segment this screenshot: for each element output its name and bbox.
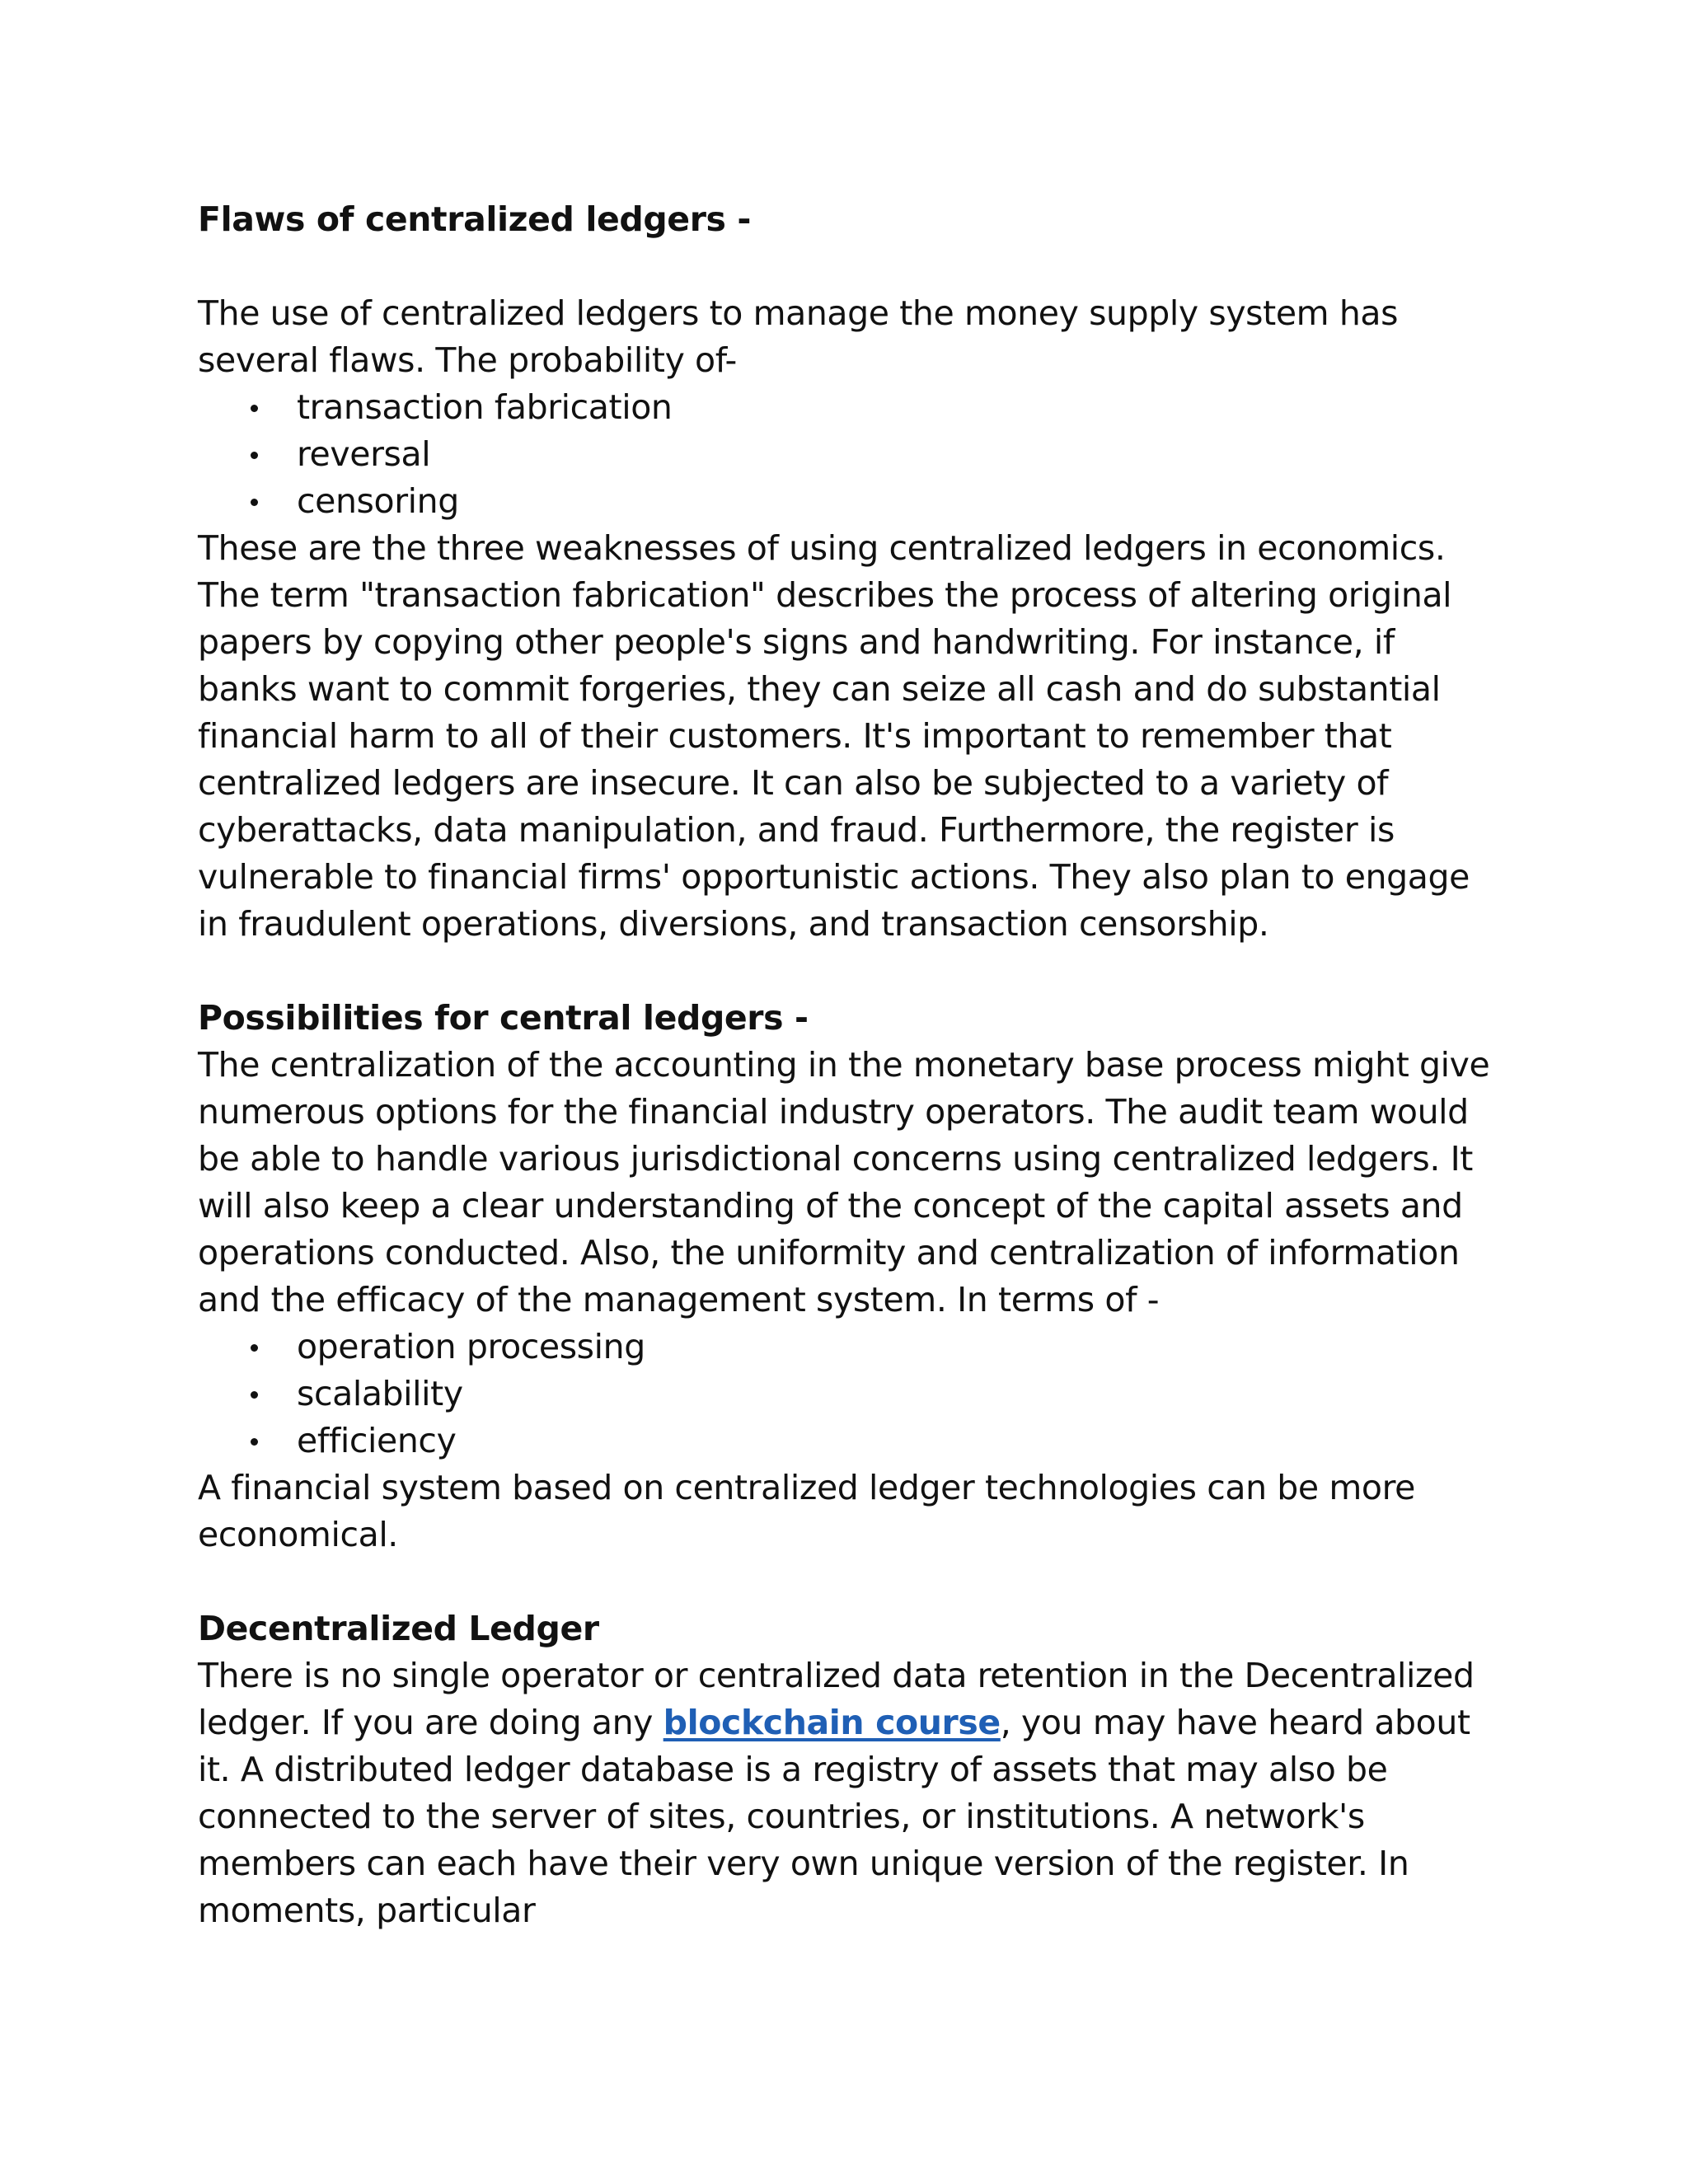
list-item	[198, 384, 1500, 431]
bullet-list-possibilities	[198, 1324, 1500, 1465]
bullet-icon	[251, 1438, 258, 1446]
paragraph-flaws-intro: The use of centralized ledgers to manage the money supply system has several flaws. The probability of-	[198, 293, 1399, 380]
list-item	[198, 431, 1500, 478]
list-item	[198, 1324, 1500, 1371]
blockchain-course-link[interactable]: blockchain course	[663, 1703, 1001, 1742]
heading-flaws: Flaws of centralized ledgers -	[198, 199, 752, 239]
list-item-text: censoring	[297, 481, 459, 521]
paragraph-flaws-body: These are the three weaknesses of using centralized ledgers in economics. The term "transaction fabrication" describes the process of altering original papers by copying other people's signs and handwriting. For instance, if banks want to commit forgeries, they can seize all cash and do substantial financial harm to all of their customers. It's important to remember that centralized ledgers are insecure. It can also be subjected to a variety of cyberattacks, data manipulation, and fraud. Furthermore, the register is vulnerable to financial firms' opportunistic actions. They also plan to engage in fraudulent operations, diversions, and transaction censorship.	[198, 528, 1470, 944]
list-item-text: operation processing	[297, 1327, 645, 1366]
bullet-icon	[251, 1391, 258, 1399]
spacer	[198, 948, 1500, 995]
bullet-icon	[251, 405, 258, 412]
bullet-icon	[251, 499, 258, 506]
bullet-icon	[251, 452, 258, 459]
spacer	[198, 243, 1500, 290]
bullet-list-flaws	[198, 384, 1500, 525]
paragraph-possibilities-intro: The centralization of the accounting in the monetary base process might give numerous options for the financial industry operators. The audit team would be able to handle various jurisdictional concerns using centralized ledgers. It will also keep a clear understanding of the concept of the capital assets and operations conducted. Also, the uniformity and centralization of information and the efficacy of the management system. In terms of -	[198, 1045, 1490, 1319]
list-item	[198, 1371, 1500, 1418]
bullet-icon	[251, 1344, 258, 1352]
paragraph-text-after-link: , you may have heard about it. A distributed ledger database is a registry of assets that may also be connected to the server of sites, countries, or institutions. A network's members can each have their very own unique version of the register. In moments, particular	[198, 1703, 1470, 1930]
heading-decentralized: Decentralized Ledger	[198, 1609, 599, 1648]
list-item	[198, 478, 1500, 525]
list-item-text: reversal	[297, 434, 431, 474]
spacer	[198, 1558, 1500, 1605]
paragraph-decentralized	[198, 1652, 1500, 1934]
document-body	[198, 196, 1500, 1934]
list-item-text: efficiency	[297, 1421, 457, 1460]
list-item	[198, 1418, 1500, 1465]
paragraph-possibilities-body: A financial system based on centralized ledger technologies can be more economical.	[198, 1468, 1415, 1554]
heading-possibilities: Possibilities for central ledgers -	[198, 998, 809, 1038]
list-item-text: transaction fabrication	[297, 387, 673, 427]
list-item-text: scalability	[297, 1374, 463, 1413]
paragraph-text-before-link: There is no single operator or centralized data retention in the Decentralized ledger. If you are doing any	[198, 1656, 1475, 1742]
